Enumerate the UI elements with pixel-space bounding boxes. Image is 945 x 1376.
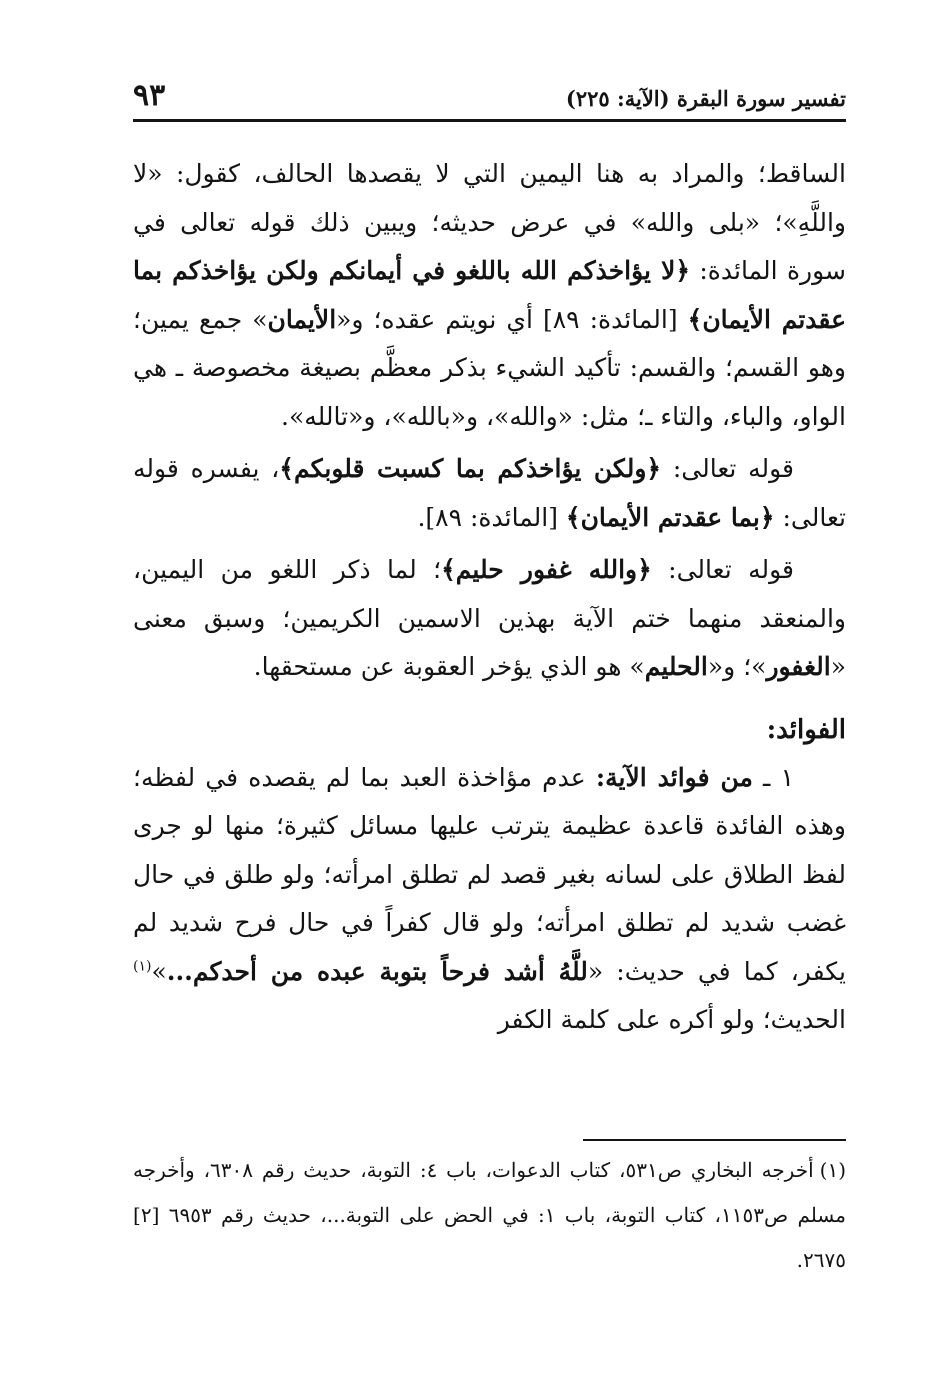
paragraph-4-text-2: عدم مؤاخذة العبد بما لم يقصده في لفظه؛ وهذه الفائدة قاعدة عظيمة يترتب عليها مسائل كثيرة؛ منها لو جرى لفظ الطلاق على لسانه بغير قصد لم تطلق امرأته؛ ولو طلق في حال غضب شديد لم تطلق امرأته؛ ولو قال كفراً في حال فرح شديد لم يكفر، كما في حديث: « bbox=[133, 762, 847, 986]
section-heading: الفوائد: bbox=[766, 714, 846, 745]
paragraph-3-text-4: » هو الذي يؤخر العقوبة عن مستحقها. bbox=[253, 652, 645, 681]
paragraph-1-text-2: [المائدة: ٨٩] أي نويتم عقده؛ و« bbox=[336, 304, 688, 334]
paragraph-3-term-halim: الحليم bbox=[644, 652, 708, 681]
paragraph-1 bbox=[133, 150, 846, 441]
paragraph-4-text-1: ١ ـ bbox=[752, 762, 794, 792]
paragraph-4-text-4: الحديث؛ ولو أكره على كلمة الكفر bbox=[497, 1005, 846, 1034]
footnote-rule bbox=[583, 1139, 846, 1141]
paragraph-2-text-1: قوله تعالى: bbox=[661, 454, 794, 483]
paragraph-4-lead: من فوائد الآية: bbox=[595, 762, 753, 792]
footnote bbox=[133, 1148, 846, 1283]
paragraph-4-text-3: » bbox=[151, 956, 167, 986]
paragraph-3 bbox=[133, 546, 846, 692]
paragraph-2-quran-verse-2: ﴿بما عقدتم الأيمان﴾ bbox=[565, 502, 775, 532]
running-header bbox=[133, 78, 846, 118]
section-gap bbox=[133, 692, 846, 706]
paragraph-1-quran-verse: ﴿لا يؤاخذكم الله باللغو في أيمانكم ولكن يؤاخذكم بما عقدتم الأيمان﴾ bbox=[133, 256, 846, 334]
paragraph-3-term-ghafur: الغفور bbox=[766, 652, 831, 681]
paragraph-3-text-2: ؛ لما ذكر اللغو من اليمين، والمنعقد منهما ختم الآية بهذين الاسمين الكريمين؛ وسبق معنى « bbox=[133, 555, 846, 681]
page-number: ٩٣ bbox=[133, 78, 166, 113]
paragraph-3-text-3: »؛ و« bbox=[707, 652, 767, 681]
paragraph-1-term-aiman: الأيمان bbox=[267, 304, 337, 334]
paragraph-2-text-3: [المائدة: ٨٩]. bbox=[417, 502, 566, 532]
paragraph-1-text-3: » جمع يمين؛ وهو القسم؛ والقسم: تأكيد الشيء بذكر معظَّم بصيغة مخصوصة ـ هي الواو، والباء، والتاء ـ؛ مثل: «والله»، و«بالله»، و«تالله». bbox=[133, 304, 846, 431]
footnote-marker[interactable]: (١) bbox=[133, 958, 152, 975]
paragraph-2-text-2: ، يفسره قوله تعالى: bbox=[133, 454, 846, 532]
footnote-number: (١) bbox=[819, 1158, 847, 1182]
paragraph-3-text-1: قوله تعالى: bbox=[651, 555, 795, 584]
paragraph-1-text-1: الساقط؛ والمراد به هنا اليمين التي لا يقصدها الحالف، كقول: «لا واللَّهِ»؛ «بلى والله» في عرض حديثه؛ ويبين ذلك قوله تعالى في سورة المائدة: bbox=[133, 159, 846, 285]
paragraph-4-hadith: للَّهُ أشد فرحاً بتوبة عبده من أحدكم... bbox=[166, 956, 588, 986]
paragraph-2 bbox=[133, 445, 846, 542]
paragraph-4 bbox=[133, 754, 846, 1045]
paragraph-3-quran-verse: ﴿والله غفور حليم﴾ bbox=[441, 555, 652, 584]
paragraph-2-quran-verse-1: ﴿ولكن يؤاخذكم بما كسبت قلوبكم﴾ bbox=[279, 454, 662, 483]
body-text bbox=[133, 150, 846, 1045]
header-title: تفسير سورة البقرة (الآية: ٢٢٥) bbox=[565, 86, 846, 111]
footnote-text: أخرجه البخاري ص٥٣١، كتاب الدعوات، باب ٤: التوبة، حديث رقم ٦٣٠٨، وأخرجه مسلم ص١١٥٣، كتاب التوبة، باب ١: في الحض على التوبة...، حديث رقم ٦٩٥٣ [٢] ٢٦٧٥. bbox=[133, 1158, 846, 1272]
header-rule bbox=[133, 119, 846, 122]
